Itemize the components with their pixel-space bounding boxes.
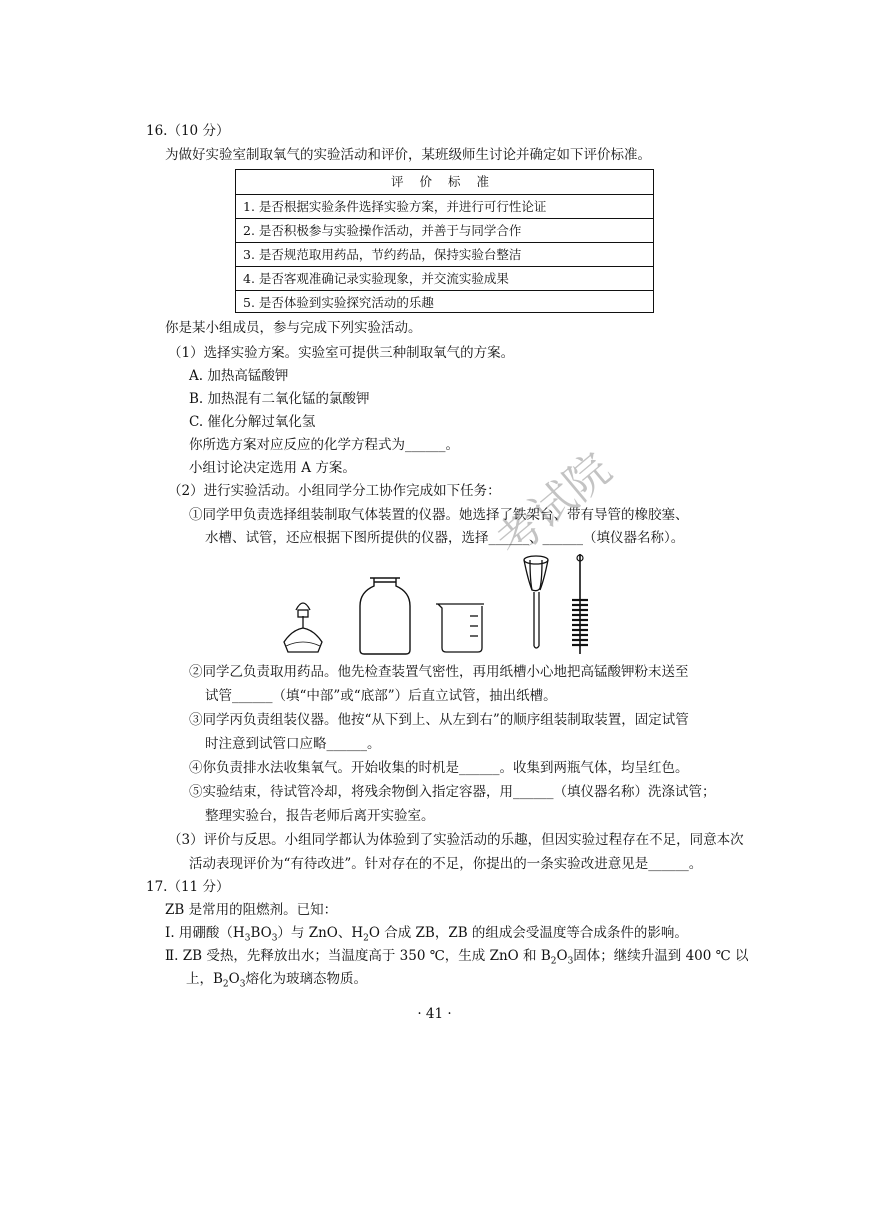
test-tube-brush-icon [572, 554, 588, 654]
part-3-line2: 活动表现评价为“有待改进”。针对存在的不足，你提出的一条实验改进意见是______。 [189, 856, 703, 872]
equation-prompt: 你所选方案对应反应的化学方程式为______。 [189, 437, 459, 453]
criteria-table [235, 169, 654, 313]
option-c: C. 催化分解过氧化氢 [189, 414, 316, 430]
group-decision: 小组讨论决定选用 A 方案。 [189, 460, 356, 476]
task-5-line2: 整理实验台，报告老师后离开实验室。 [205, 808, 435, 824]
role-text: 你是某小组成员，参与完成下列实验活动。 [165, 320, 422, 336]
criteria-row: 4. 是否客观准确记录实验现象，并交流实验成果 [236, 266, 653, 290]
criteria-row: 5. 是否体验到实验探究活动的乐趣 [236, 290, 653, 314]
part-3-line1: （3）评价与反思。小组同学都认为体验到了实验活动的乐趣，但因实验过程存在不足，同意本次 [168, 832, 744, 848]
task-2-line2: 试管______（填“中部”或“底部”）后直立试管，抽出纸槽。 [205, 688, 557, 704]
task-1-line1: ①同学甲负责选择组装制取气体装置的仪器。她选择了铁架台、带有导管的橡胶塞、 [189, 507, 689, 523]
question-16-intro: 为做好实验室制取氧气的实验活动和评价，某班级师生讨论并确定如下评价标准。 [165, 147, 651, 163]
alcohol-lamp-icon [284, 603, 322, 652]
beaker-icon [436, 604, 484, 652]
task-3-line2: 时注意到试管口应略______。 [205, 736, 381, 752]
long-neck-funnel-icon [524, 556, 548, 648]
page-number: · 41 · [417, 1006, 452, 1022]
part-2-title: （2）进行实验活动。小组同学分工协作完成如下任务： [168, 483, 501, 499]
fact-2-line1: Ⅱ. ZB 受热，先释放出水；当温度高于 350 ℃，生成 ZnO 和 $B_2O_3$固体；继续升温到 400 ℃ 以 [165, 948, 749, 967]
option-a: A. 加热高锰酸钾 [189, 368, 289, 384]
watermark: 考试院 [487, 443, 621, 568]
criteria-row: 3. 是否规范取用药品，节约药品，保持实验台整洁 [236, 242, 653, 266]
instruments-figure [270, 550, 610, 660]
criteria-header: 评价标准 [390, 174, 505, 189]
fact-2-line2: 上，$B_2O_3$熔化为玻璃态物质。 [186, 971, 367, 990]
criteria-row: 2. 是否积极参与实验操作活动，并善于与同学合作 [236, 218, 653, 242]
gas-collecting-bottle-icon [360, 578, 410, 654]
question-16-number: 16.（10 分） [146, 123, 230, 139]
task-4: ④你负责排水法收集氧气。开始收集的时机是______。收集到两瓶气体，均呈红色。 [189, 760, 689, 776]
question-17-intro: ZB 是常用的阻燃剂。已知： [165, 902, 338, 918]
task-2-line1: ②同学乙负责取用药品。他先检查装置气密性，再用纸槽小心地把高锰酸钾粉末送至 [189, 664, 689, 680]
question-17-number: 17.（11 分） [146, 879, 230, 895]
task-3-line1: ③同学丙负责组装仪器。他按“从下到上、从左到右”的顺序组装制取装置，固定试管 [189, 712, 689, 728]
fact-1: Ⅰ. 用硼酸$(H_3BO_3)$与 ZnO、$H_2O$ 合成 ZB，ZB 的组成会受温度等合成条件的影响。 [165, 925, 688, 944]
task-1-line2: 水槽、试管，还应根据下图所提供的仪器，选择______、______（填仪器名称）。 [205, 530, 685, 546]
criteria-row: 1. 是否根据实验条件选择实验方案，并进行可行性论证 [236, 194, 653, 218]
option-b: B. 加热混有二氧化锰的氯酸钾 [189, 391, 370, 407]
part-1-title: （1）选择实验方案。实验室可提供三种制取氧气的方案。 [168, 345, 515, 361]
task-5-line1: ⑤实验结束，待试管冷却，将残余物倒入指定容器，用______（填仪器名称）洗涤试管； [189, 784, 716, 800]
